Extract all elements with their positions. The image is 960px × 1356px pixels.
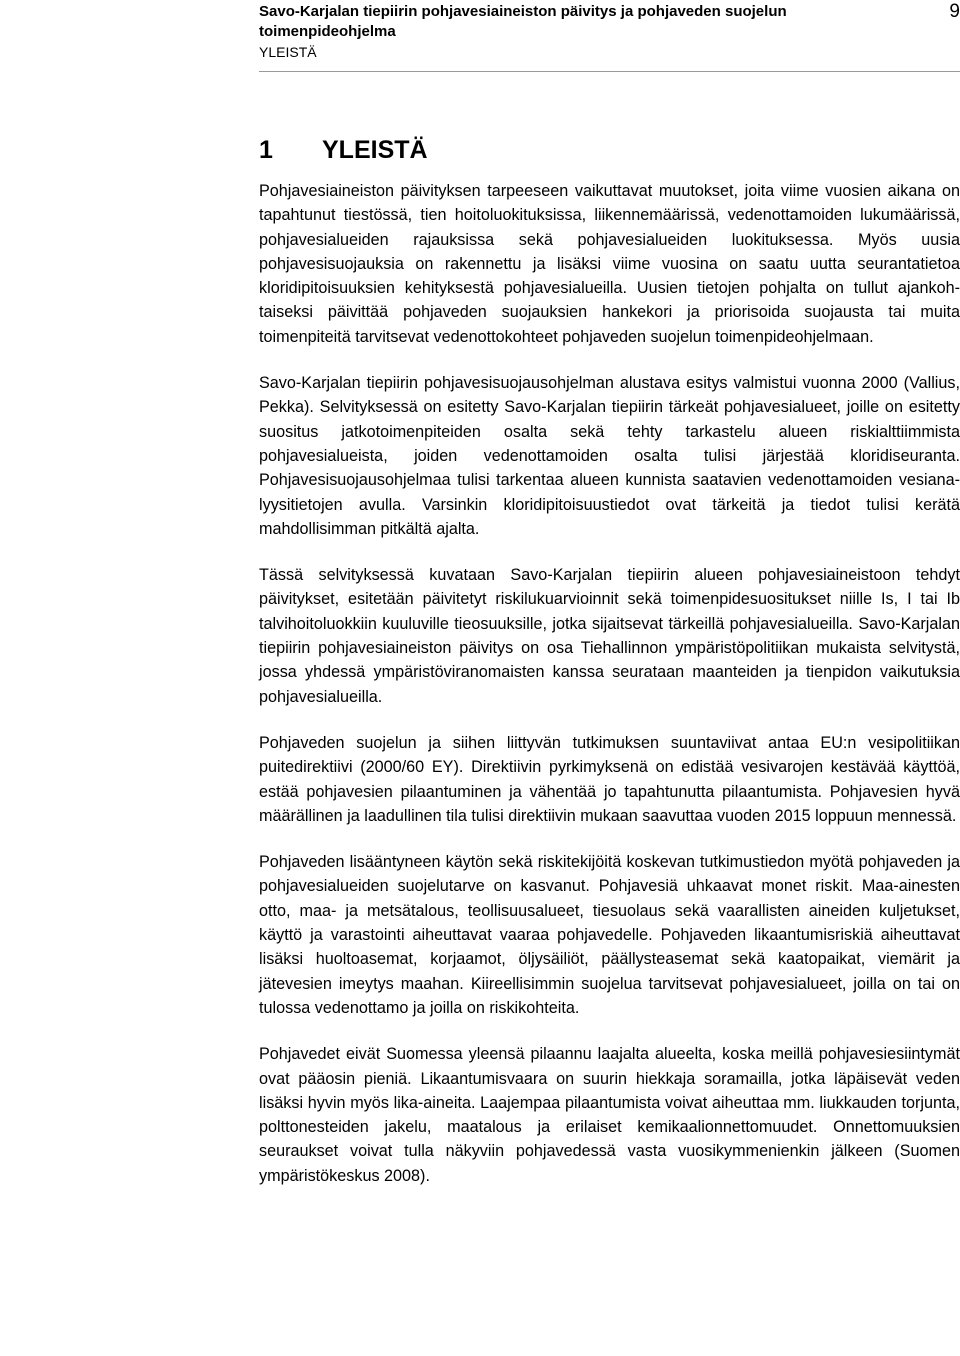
paragraph-1: Pohjavesiaineiston päivityksen tarpeeseen vaikuttavat muutokset, joita viime vuosien aikana on tapahtunut tiestössä, tien hoitoluokituksissa, liikennemäärissä, vedenottamoiden lukumäärissä, pohjavesialueiden rajauksissa sekä pohjavesialueiden luokituksessa. Myös uusia pohjavesisuojauksia on rakennettu ja lisäksi viime vuosina on saatu uutta seurantatietoa kloridipitoisuuksien kehityksestä pohjavesialueilla. Uusien tietojen pohjalta on tullut ajankohtaiseksi päivittää pohjaveden suojauksien hankekori ja priorisoida suojausta tai muita toimenpiteitä tarvitsevat vedenottokohteet pohjaveden suojelun toimenpideohjelmaan. — [259, 182, 960, 346]
header-title: Savo-Karjalan tiepiirin pohjavesiaineiston päivitys ja pohjaveden suojelun toimenpideohjelma — [259, 3, 787, 40]
section-number: 1 — [259, 136, 273, 164]
paragraph-3: Tässä selvityksessä kuvataan Savo-Karjalan tiepiirin alueen pohjavesiaineistoon tehdyt päivitykset, esitetään päivitetyt riskilukuarvioinnit sekä toimenpidesuositukset niille Is, I tai Ib talvihoitoluokkiin kuuluville tieosuuksille, jotka sijaitsevat tärkeillä pohjavesialueilla. Savo-Karjalan tiepiirin pohjavesiaineiston päivitys on osa Tiehallinnon ympäristöpolitiikan mukaista selvitystä, jossa yhdessä ympäristöviranomaisten kanssa seurataan maanteiden ja tienpidon vaikutuksia pohjavesialueilla. — [259, 566, 960, 706]
paragraph-2: Savo-Karjalan tiepiirin pohjavesisuojausohjelman alustava esitys valmistui vuonna 2000 (Vallius, Pekka). Selvityksessä on esitetty Savo-Karjalan tiepiirin tärkeät pohjavesialueet, joille on esitetty suositus jatkotoimenpiteiden osalta sekä tehty tarkastelu alueen riskialttiimmista pohjavesialueista, joiden vedenottamoiden osalta tulisi järjestää kloridiseuranta. Pohjavesisuojausohjelmaa tulisi tarkentaa alueen kunnista saatavien vedenottamoiden vesianalyysitietojen avulla. Varsinkin kloridipitoisuustiedot ovat tärkeitä ja tiedot tulisi kerätä mahdollisimman pitkältä ajalta. — [259, 374, 960, 538]
paragraph-4: Pohjaveden suojelun ja siihen liittyvän tutkimuksen suuntaviivat antaa EU:n vesipolitiikan puitedirektiivi (2000/60 EY). Direktiivin pyrkimyksenä on edistää vesivarojen kestävää käyttöä, estää pohjavesien pilaantuminen ja vähentää jo tapahtunutta pilaantumista. Pohjavesien hyvä määrällinen ja laadullinen tila tulisi direktiivin mukaan saavuttaa vuoden 2015 loppuun mennessä. — [259, 733, 960, 825]
header-divider — [259, 71, 960, 72]
paragraph-5: Pohjaveden lisääntyneen käytön sekä riskitekijöitä koskevan tutkimustiedon myötä pohjaveden ja pohjavesialueiden suojelutarve on kasvanut. Pohjavesiä uhkaavat monet riskit. Maa-ainesten otto, maa- ja metsätalous, teollisuusalueet, tiesuolaus sekä vaarallisten aineiden kuljetukset, käyttö ja varastointi aiheuttavat vaaraa pohjavedelle. Pohjaveden likaantumisriskiä aiheuttavat lisäksi huoltoasemat, korjaamot, öljysäiliöt, päällysteasemat sekä kaatopaikat, viemärit ja jätevesien imeytys maahan. Kiireellisimmin suojelua tarvitsevat pohjavesialueet, joilla on tai on tulossa vedenottamo ja joilla on riskikohteita. — [259, 853, 960, 1017]
section-heading — [259, 134, 428, 166]
header-section-label: YLEISTÄ — [259, 44, 317, 60]
body-text — [259, 179, 960, 1210]
section-title: YLEISTÄ — [322, 136, 428, 164]
page-number: 9 — [949, 1, 960, 22]
paragraph-6: Pohjavedet eivät Suomessa yleensä pilaannu laajalta alueelta, koska meillä pohjavesiesiintymät ovat pääosin pieniä. Likaantumisvaara on suurin hiekkaja soramailla, jotka läpäisevät veden lisäksi hyvin myös lika-aineita. Laajempaa pilaantumista voivat aiheuttaa mm. liukkauden torjunta, polttonesteiden jakelu, maatalous ja erilaiset kemikaalionnettomuudet. Onnettomuuksien seuraukset voivat tulla näkyviin pohjavedessä vasta vuosikymmenienkin jälkeen (Suomen ympäristökeskus 2008). — [259, 1045, 960, 1185]
page-header — [259, 0, 960, 72]
